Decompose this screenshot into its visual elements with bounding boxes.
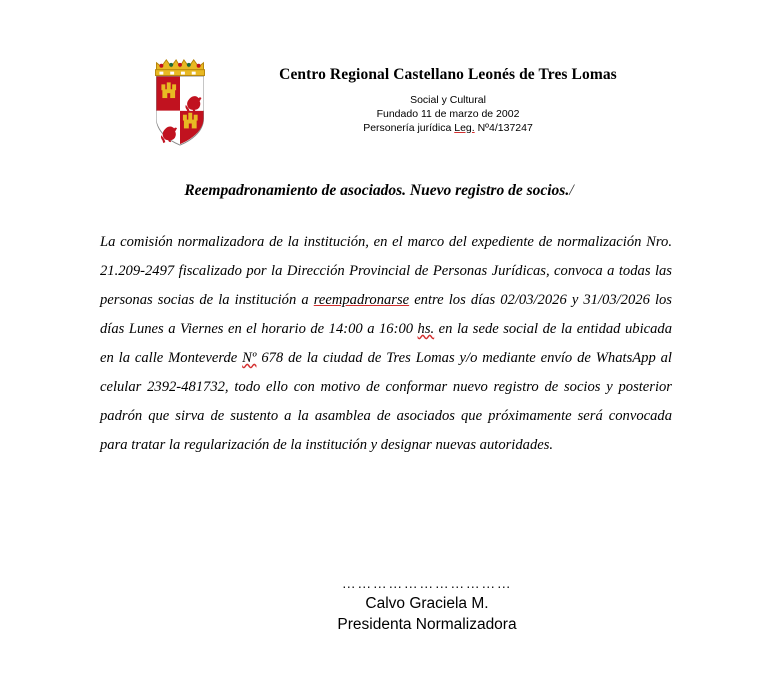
document-body — [100, 228, 672, 460]
body-marked-reempadronarse: reempadronarse — [313, 292, 410, 308]
organization-title: Centro Regional Castellano Leonés de Tres Lomas — [279, 66, 617, 83]
body-paragraph — [100, 228, 672, 460]
body-marked-numero: Nº — [242, 350, 257, 366]
signature-line: …………………………… — [341, 575, 513, 591]
document-subject — [0, 182, 758, 200]
subtitle-line-legal — [224, 122, 672, 136]
signatory-role: Presidenta Normalizadora — [337, 616, 517, 633]
subject-text: Reempadronamiento de asociados. Nuevo registro de socios. — [184, 182, 570, 199]
body-segment-3: entre los días 02/03/2026 y 31/03/2026 los días Lunes a Viernes en el horario de 14:00 a 16:00 — [100, 292, 672, 337]
body-marked-hs: hs. — [417, 321, 435, 337]
subtitle-line-social: Social y Cultural — [410, 94, 486, 106]
coat-of-arms-castile-leon-icon — [146, 54, 214, 148]
body-segment-7: 678 de la ciudad de Tres Lomas y/o mediante envío de WhatsApp al celular 2392-481732, todo ello con motivo de conformar nuevo registro de socios y posterior padrón que sirva de sustento a la asamblea de asociados que próximamente será convocada para tratar la regularización de la institución y designar nuevas autoridades. — [100, 350, 672, 453]
crest-container — [146, 54, 218, 148]
signatory-name: Calvo Graciela M. — [365, 595, 489, 612]
signature-block — [0, 575, 758, 635]
subject-trailing-mark: / — [569, 182, 574, 199]
legal-number: Nº4/137247 — [474, 121, 533, 134]
document-header — [0, 54, 758, 148]
legal-abbrev: Leg. — [454, 121, 475, 134]
subtitle-line-founded: Fundado 11 de marzo de 2002 — [376, 107, 520, 120]
organization-subtitle — [224, 94, 672, 136]
legal-prefix: Personería jurídica — [363, 121, 455, 134]
body-segment-5: en la sede social de la entidad ubicada en la calle Monteverde — [100, 321, 672, 366]
header-text-block — [224, 54, 672, 136]
body-segment-1: La comisión normalizadora de la institución, en el marco del expediente de normalización Nro. 21.209-2497 fiscalizado por la Dirección Provincial de Personas Jurídicas, convoca a todas las personas socias de la institución a — [100, 234, 672, 308]
